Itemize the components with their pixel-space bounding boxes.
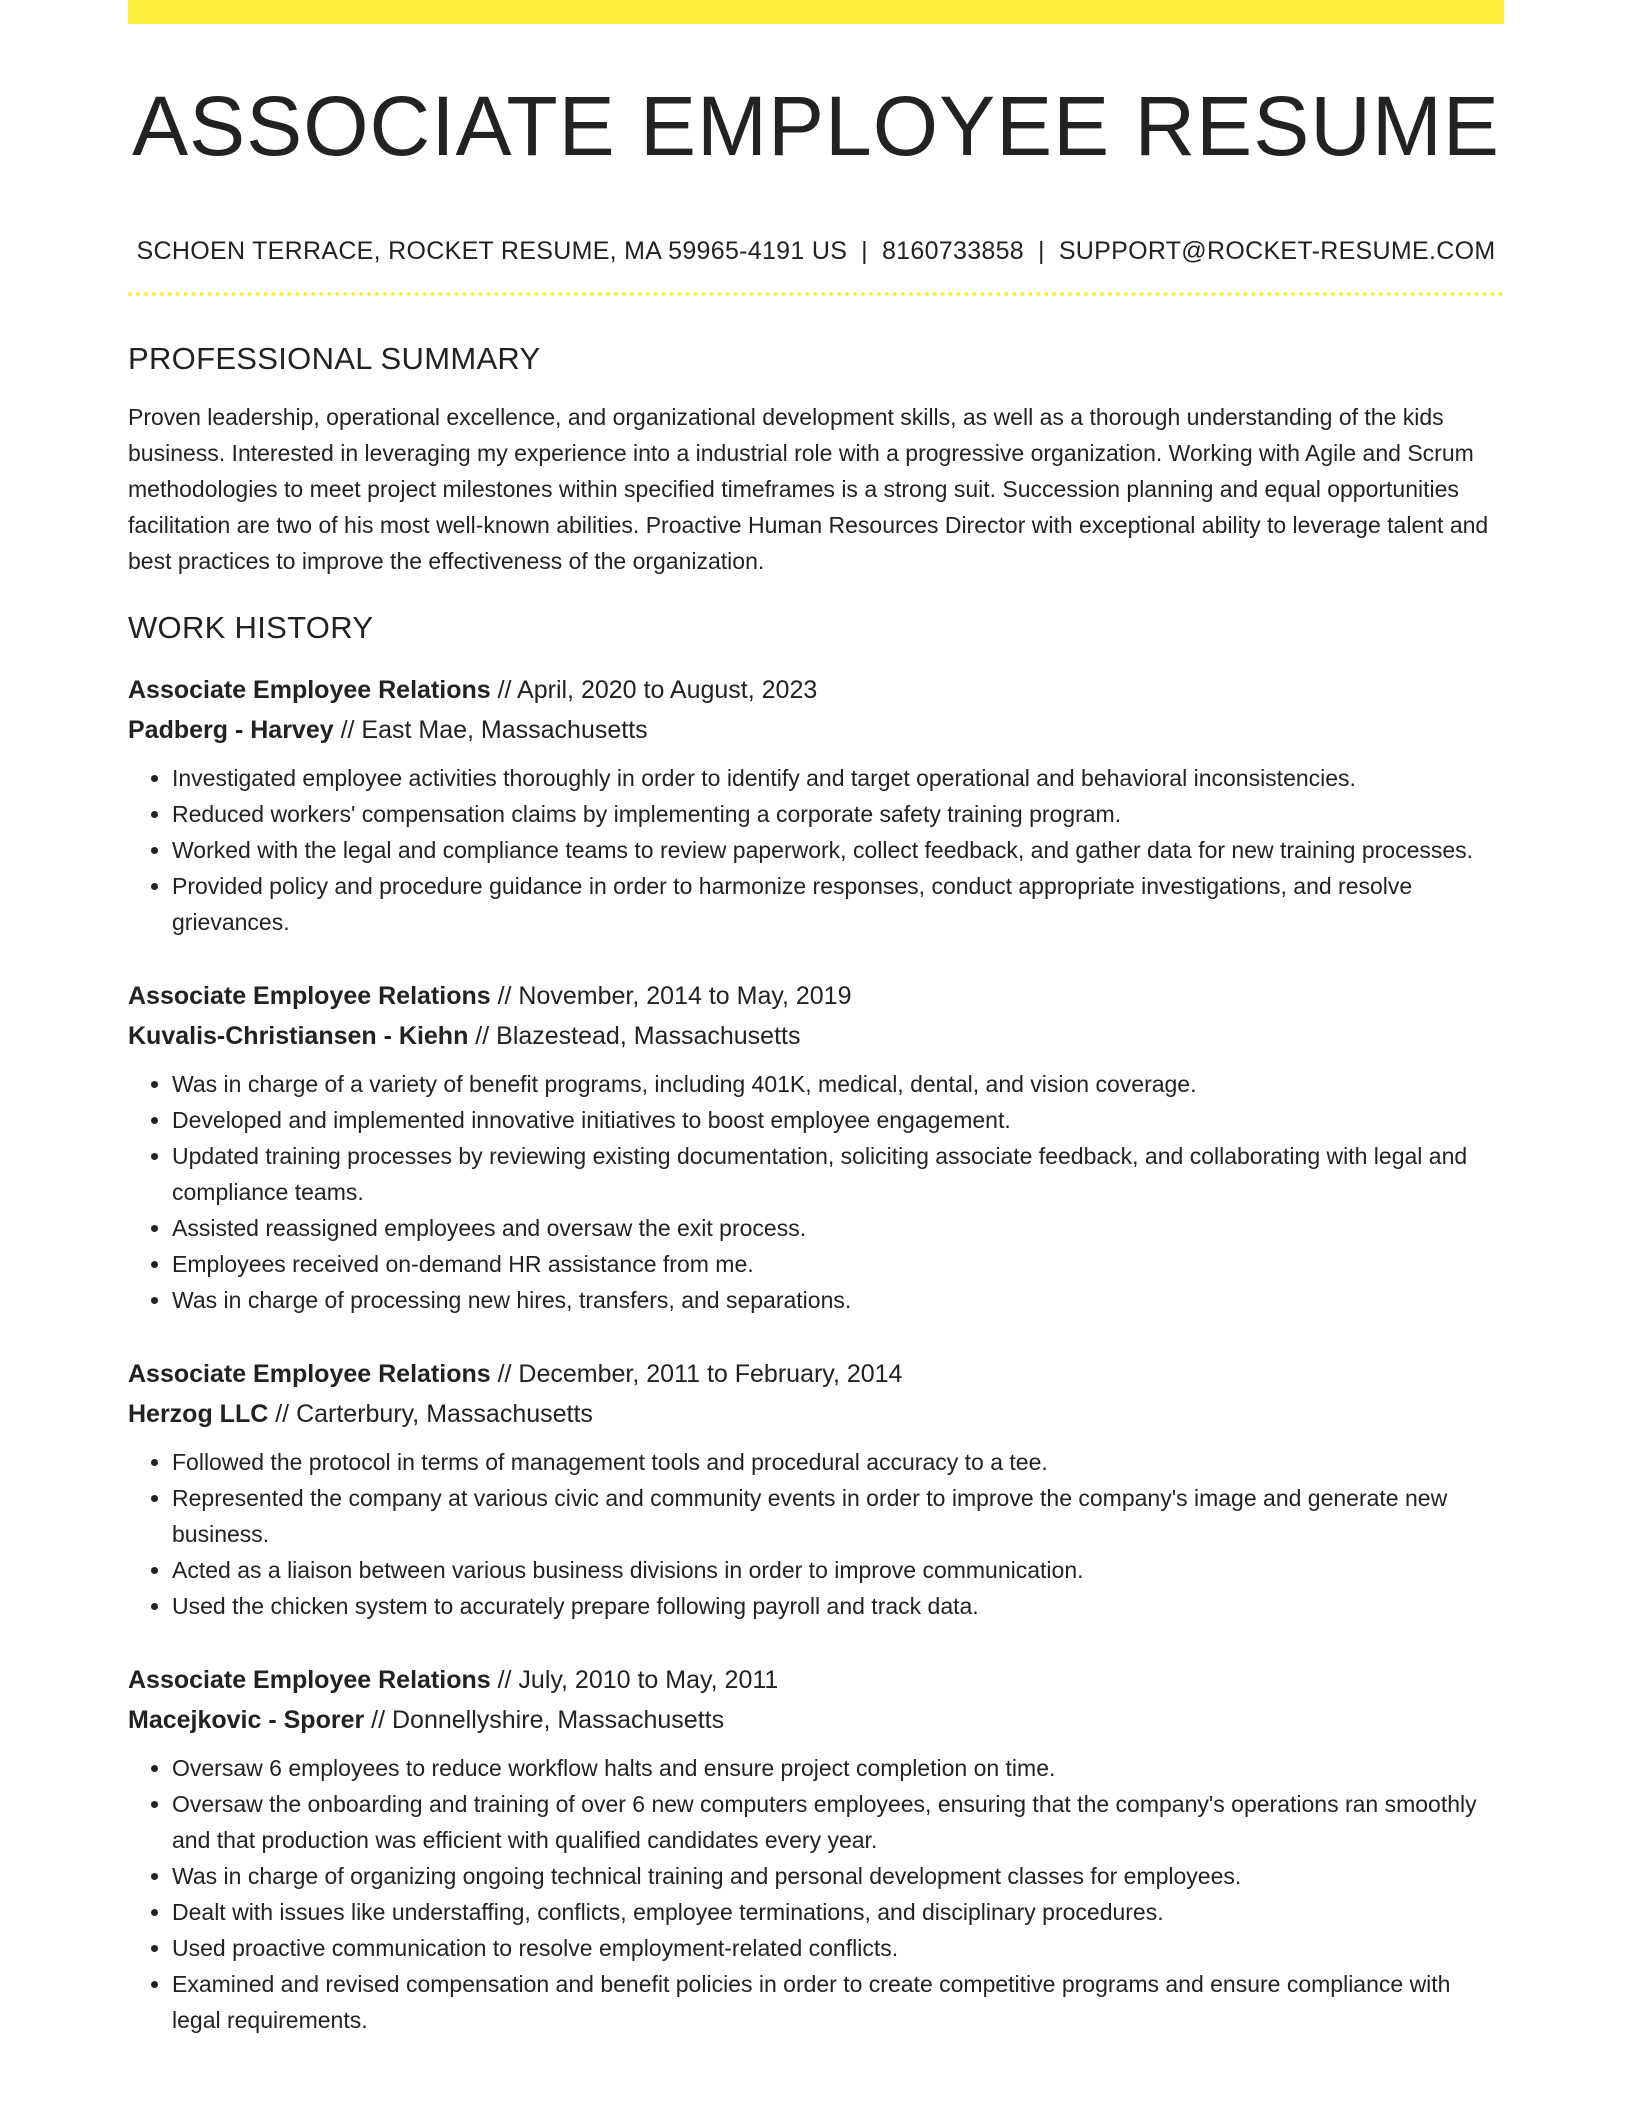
list-item: • Represented the company at various civic and community events in order to improve the company's image and generate new business. [172,1480,1504,1552]
list-item: • Used proactive communication to resolve employment-related conflicts. [172,1930,1504,1966]
list-item: • Used the chicken system to accurately prepare following payroll and track data. [172,1588,1504,1624]
job-title-line [128,1660,1504,1700]
list-item: • Was in charge of processing new hires, transfers, and separations. [172,1282,1504,1318]
job-entry [128,976,1504,1318]
job-title: Associate Employee Relations [128,982,491,1011]
job-entry [128,1354,1504,1624]
job-company: Kuvalis-Christiansen - Kiehn [128,1022,469,1051]
job-company-line [128,710,1504,750]
list-item: • Was in charge of a variety of benefit programs, including 401K, medical, dental, and vision coverage. [172,1066,1504,1102]
list-item: • Oversaw 6 employees to reduce workflow halts and ensure project completion on time. [172,1750,1504,1786]
job-title-line [128,976,1504,1016]
job-bullet-list [128,1750,1504,2038]
job-bullet-list [128,1066,1504,1318]
accent-top-bar [128,0,1504,24]
job-company-line [128,1394,1504,1434]
job-dates: // November, 2014 to May, 2019 [490,982,852,1011]
job-dates: // December, 2011 to February, 2014 [490,1360,903,1389]
job-company: Padberg - Harvey [128,716,334,745]
job-bullet-list [128,1444,1504,1624]
job-title-line [128,670,1504,710]
job-company-line [128,1700,1504,1740]
list-item: • Worked with the legal and compliance teams to review paperwork, collect feedback, and gather data for new training processes. [172,832,1504,868]
job-entry [128,670,1504,940]
job-dates: // July, 2010 to May, 2011 [490,1666,779,1695]
list-item: • Developed and implemented innovative initiatives to boost employee engagement. [172,1102,1504,1138]
dotted-divider [128,292,1504,296]
job-location: // East Mae, Massachusetts [333,716,648,745]
contact-phone: 8160733858 [881,237,1025,265]
contact-email: SUPPORT@ROCKET-RESUME.COM [1058,237,1496,265]
list-item: • Dealt with issues like understaffing, conflicts, employee terminations, and disciplinary procedures. [172,1894,1504,1930]
job-location: // Carterbury, Massachusetts [268,1400,593,1429]
summary-heading: PROFESSIONAL SUMMARY [128,341,541,376]
list-item: • Examined and revised compensation and benefit policies in order to create competitive programs and ensure compliance with legal requirements. [172,1966,1504,2038]
job-company: Herzog LLC [128,1400,269,1429]
list-item: • Acted as a liaison between various business divisions in order to improve communication. [172,1552,1504,1588]
page-title: ASSOCIATE EMPLOYEE RESUME [132,79,1500,173]
list-item: • Followed the protocol in terms of management tools and procedural accuracy to a tee. [172,1444,1504,1480]
job-dates: // April, 2020 to August, 2023 [490,676,818,705]
job-title: Associate Employee Relations [128,1666,491,1695]
job-title: Associate Employee Relations [128,1360,491,1389]
work-history-heading: WORK HISTORY [128,610,374,646]
list-item: • Reduced workers' compensation claims by implementing a corporate safety training program. [172,796,1504,832]
job-company: Macejkovic - Sporer [128,1706,365,1735]
job-location: // Donnellyshire, Massachusetts [364,1706,725,1735]
work-history-list [128,670,1504,2038]
list-item: • Employees received on-demand HR assistance from me. [172,1246,1504,1282]
job-location: // Blazestead, Massachusetts [468,1022,801,1051]
list-item: • Oversaw the onboarding and training of over 6 new computers employees, ensuring that the company's operations ran smoothly and that production was efficient with qualified candidates every year. [172,1786,1504,1858]
resume-page [128,0,1504,2038]
list-item: • Was in charge of organizing ongoing technical training and personal development classes for employees. [172,1858,1504,1894]
list-item: • Investigated employee activities thoroughly in order to identify and target operational and behavioral inconsistencies. [172,760,1504,796]
list-item: • Updated training processes by reviewing existing documentation, soliciting associate feedback, and collaborating with legal and compliance teams. [172,1138,1504,1210]
job-bullet-list [128,760,1504,940]
summary-text: Proven leadership, operational excellence, and organizational development skills, as well as a thorough understanding of the kids business. Interested in leveraging my experience into a industrial role with a progressive organization. Working with Agile and Scrum methodologies to meet project milestones within specified timeframes is a strong suit. Succession planning and equal opportunities facilitation are two of his most well-known abilities. Proactive Human Resources Director with exceptional ability to leverage talent and best practices to improve the effectiveness of the organization. [128,404,1489,575]
contact-address: SCHOEN TERRACE, ROCKET RESUME, MA 59965-4191 US [136,237,848,265]
list-item: • Assisted reassigned employees and oversaw the exit process. [172,1210,1504,1246]
contact-line [128,236,1504,266]
job-entry [128,1660,1504,2038]
list-item: • Provided policy and procedure guidance in order to harmonize responses, conduct appropriate investigations, and resolve grievances. [172,868,1504,940]
job-title-line [128,1354,1504,1394]
job-company-line [128,1016,1504,1056]
job-title: Associate Employee Relations [128,676,491,705]
contact-separator: | [1038,237,1045,265]
contact-separator: | [861,237,868,265]
